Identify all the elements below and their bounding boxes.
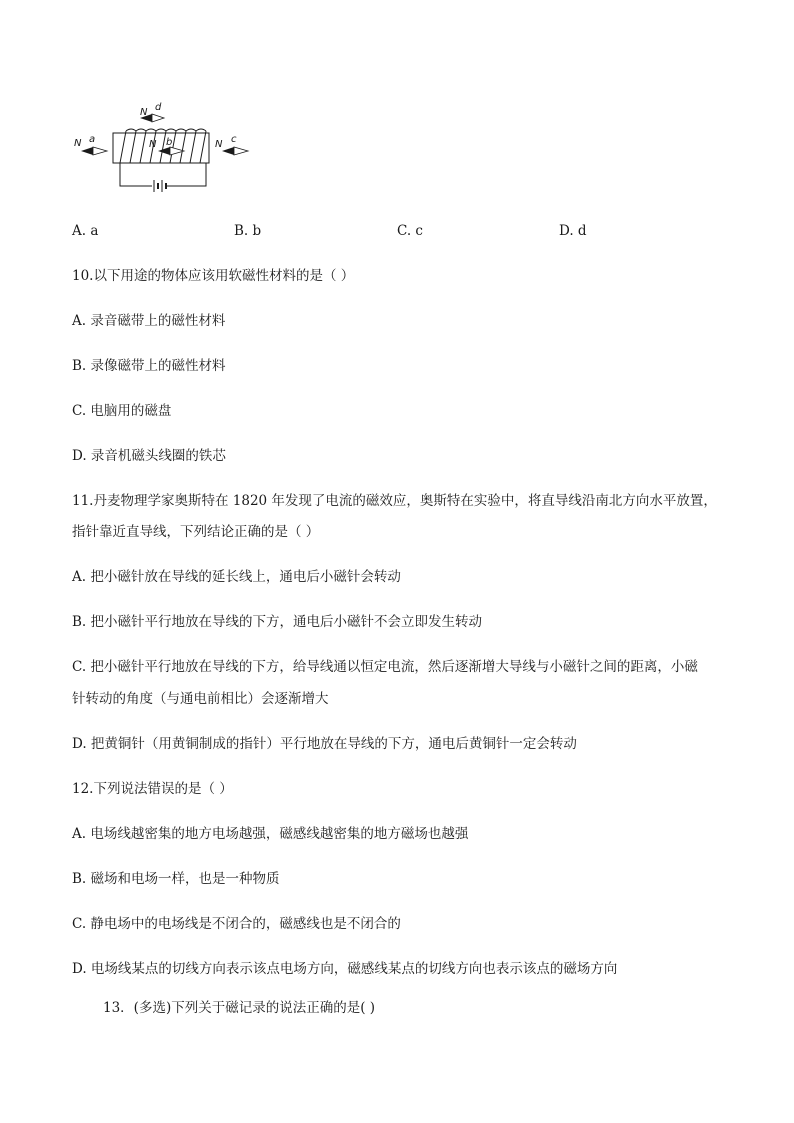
q11-option-d: D. 把黄铜针（用黄铜制成的指针）平行地放在导线的下方，通电后黄铜针一定会转动: [72, 736, 577, 752]
q11-option-c-line2: 针转动的角度（与通电前相比）会逐渐增大: [72, 691, 329, 707]
compass-needle-c: [222, 147, 248, 155]
q12-option-b: B. 磁场和电场一样，也是一种物质: [72, 871, 280, 887]
q9-option-d: D. d: [559, 223, 587, 239]
q12-option-a: A. 电场线越密集的地方电场越强，磁感线越密集的地方磁场也越强: [72, 826, 469, 842]
q10-stem: 10.以下用途的物体应该用软磁性材料的是（ ）: [72, 268, 355, 284]
q9-option-a: A. a: [72, 223, 99, 239]
battery-symbol: [154, 180, 166, 192]
compass-needle-a: [81, 147, 107, 155]
q11-stem-line2: 指针靠近直导线，下列结论正确的是（ ）: [72, 524, 320, 540]
q9-option-b: B. b: [234, 223, 262, 239]
q10-option-d: D. 录音机磁头线圈的铁芯: [72, 448, 226, 464]
coil-turns: [120, 129, 206, 163]
q10-option-b: B. 录像磁带上的磁性材料: [72, 358, 226, 374]
q10-option-c: C. 电脑用的磁盘: [72, 403, 172, 419]
q9-option-c: C. c: [397, 223, 423, 239]
label-b: b: [166, 137, 173, 148]
q13-stem: 13．(多选)下列关于磁记录的说法正确的是( ): [103, 1000, 376, 1016]
q11-option-b: B. 把小磁针平行地放在导线的下方，通电后小磁针不会立即发生转动: [72, 614, 483, 630]
q10-option-a: A. 录音磁带上的磁性材料: [72, 313, 226, 329]
q11-stem-line1: 11.丹麦物理学家奥斯特在 1820 年发现了电流的磁效应，奥斯特在实验中，将直导线沿南北方向水平放置，: [72, 493, 717, 509]
label-d: d: [155, 102, 162, 113]
q12-option-c: C. 静电场中的电场线是不闭合的，磁感线也是不闭合的: [72, 916, 401, 932]
q11-option-a: A. 把小磁针放在导线的延长线上，通电后小磁针会转动: [72, 569, 401, 585]
label-n-b: N: [149, 139, 157, 150]
circuit-wires: [120, 163, 206, 186]
q11-option-c: C. 把小磁针平行地放在导线的下方，给导线通以恒定电流，然后逐渐增大导线与小磁针之间的距离，小磁: [72, 659, 698, 675]
q12-option-d: D. 电场线某点的切线方向表示该点电场方向，磁感线某点的切线方向也表示该点的磁场方向: [72, 961, 618, 977]
label-n-c: N: [215, 139, 223, 150]
label-c: c: [231, 134, 237, 145]
label-n-d: N: [140, 107, 148, 118]
solenoid-figure: [70, 98, 260, 198]
solenoid-diagram: [70, 98, 260, 198]
label-n-a: N: [74, 138, 82, 149]
label-a: a: [89, 134, 96, 145]
q12-stem: 12.下列说法错误的是（ ）: [72, 781, 233, 797]
